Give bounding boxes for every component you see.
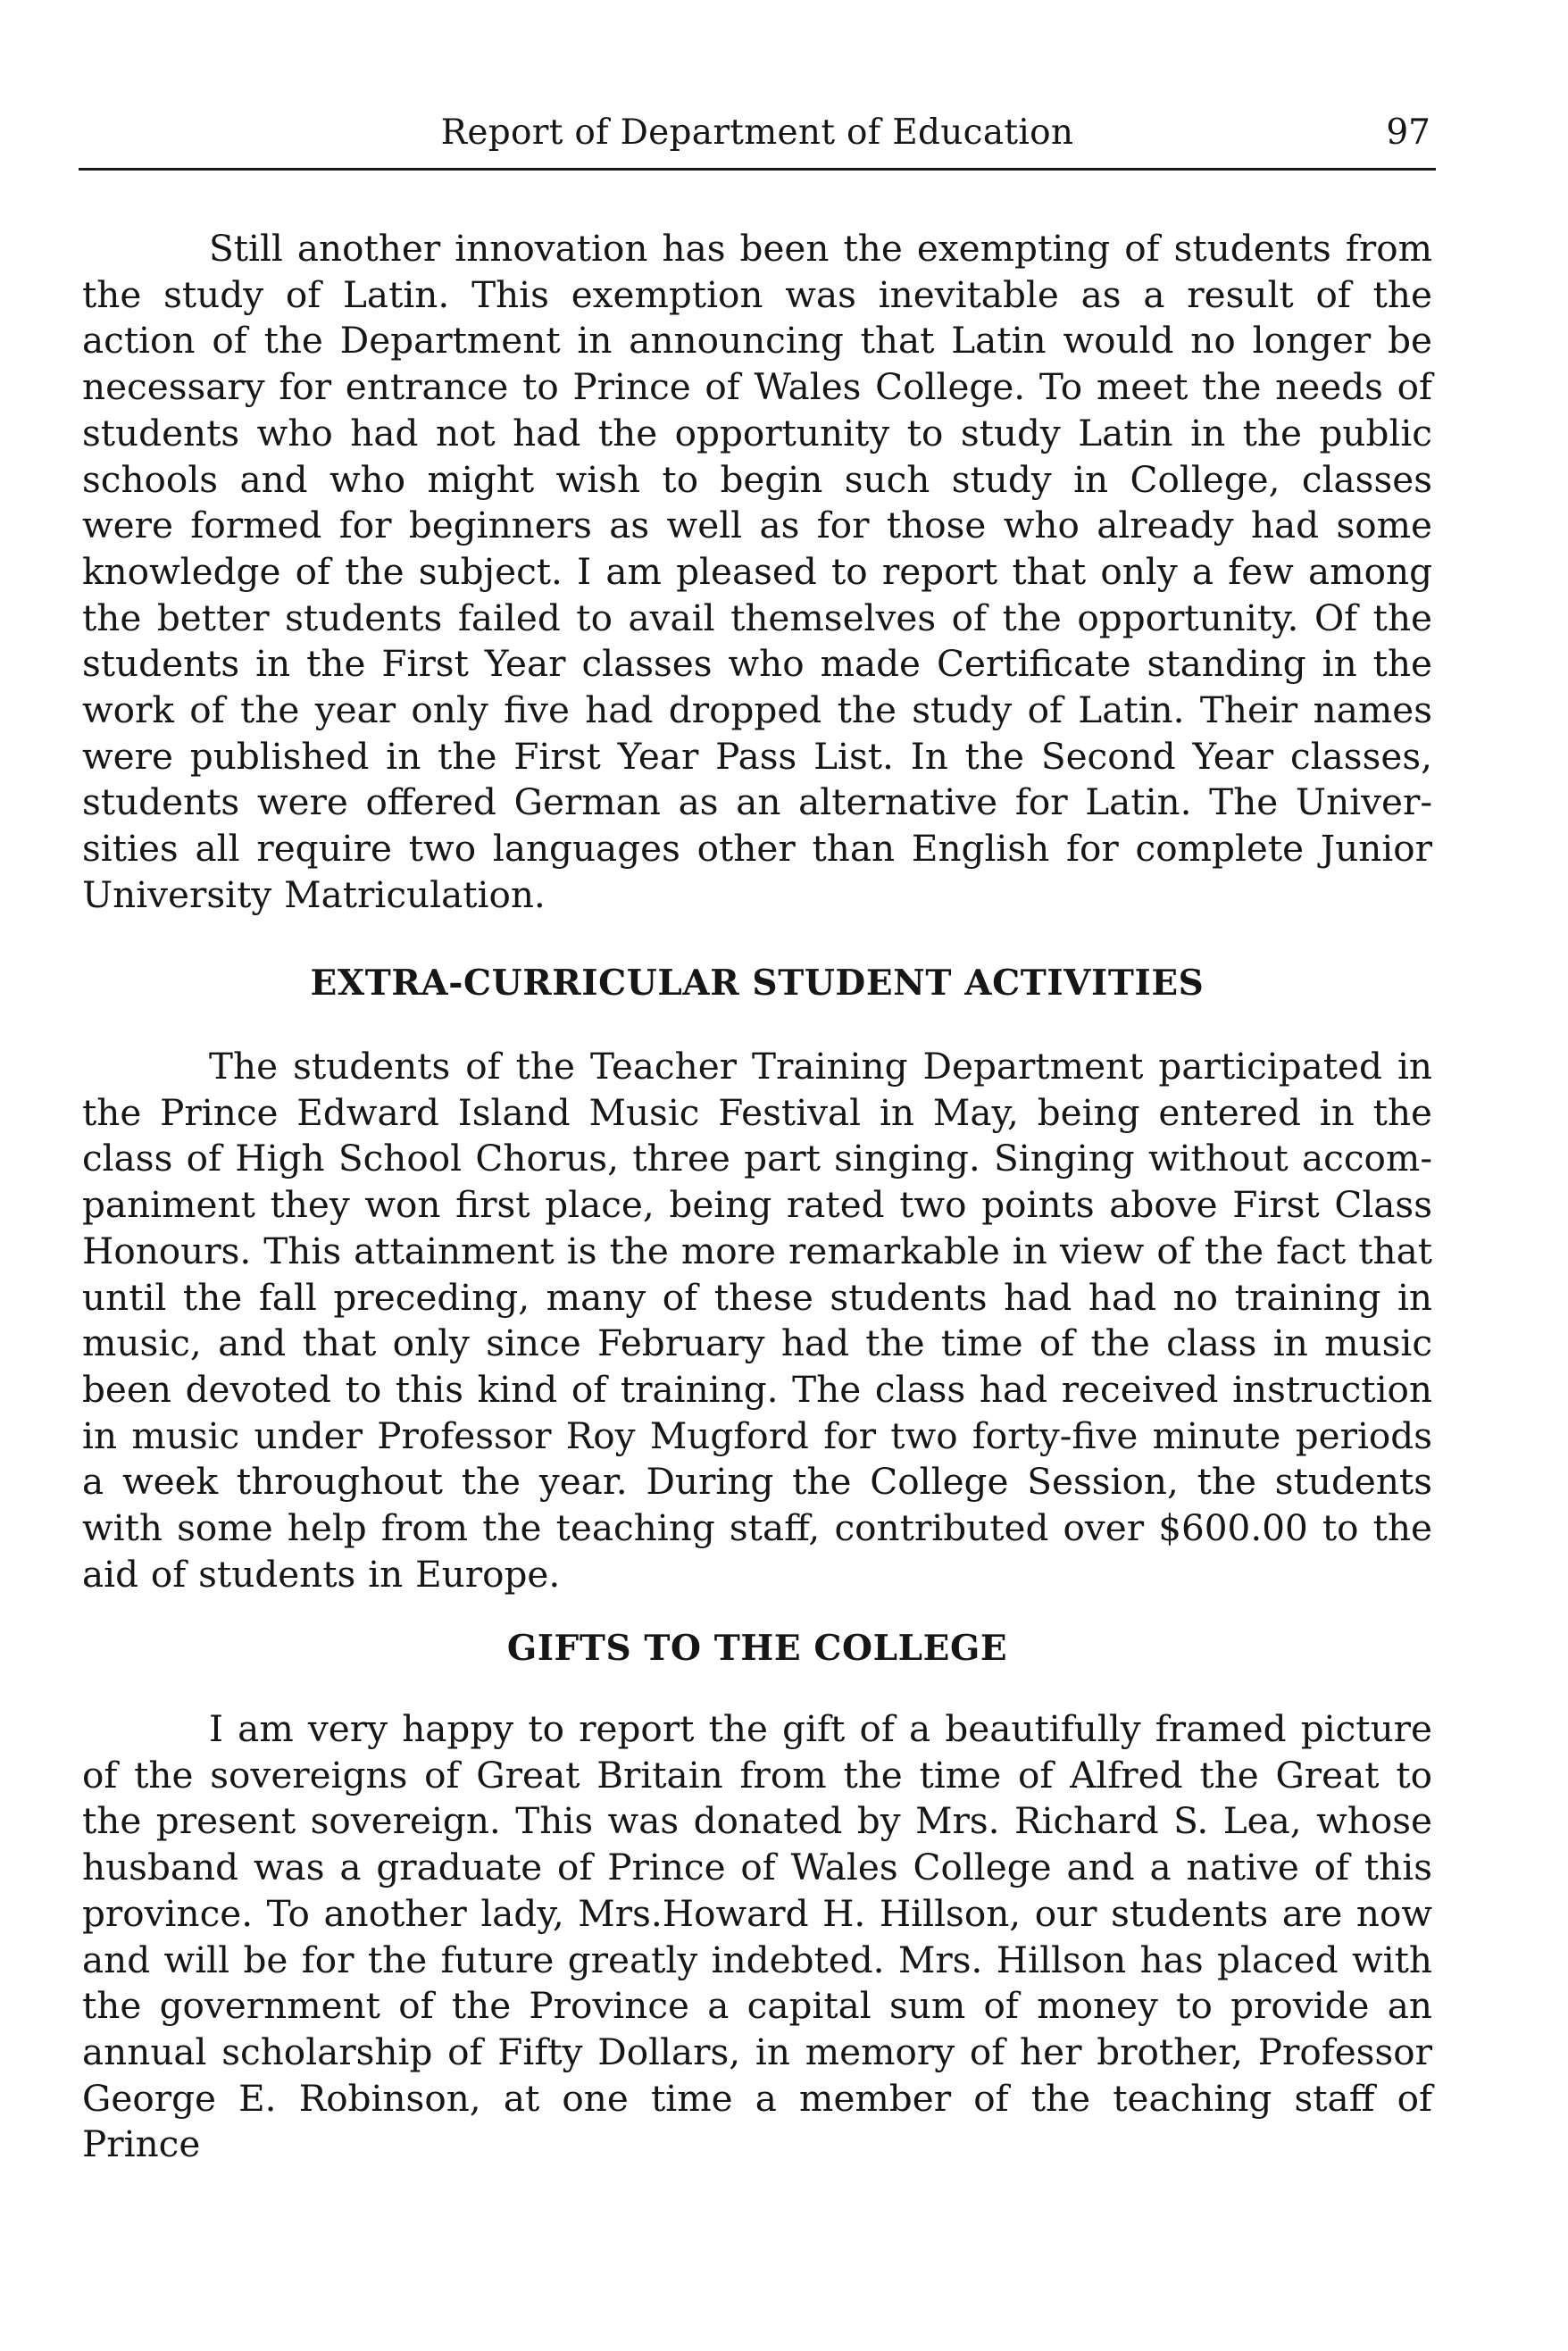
page-number: 97	[1386, 113, 1430, 153]
section-heading-gifts: GIFTS TO THE COLLEGE	[506, 1628, 1008, 1669]
section-heading-extra-curricular: EXTRA-CURRICULAR STUDENT ACTIVITIES	[310, 963, 1205, 1004]
running-header	[79, 109, 1436, 171]
running-title: Report of Department of Education	[440, 113, 1074, 153]
paragraph-student-activities: The students of the Teacher Training Department participated in the Prince Edward Island Music Festival in May, being entered in the class of High School Chorus, three part singing. Singing without accompaniment they won first place, being rated two points above First Class Honours. This attainment is the more remarkable in view of the fact that until the fall preceding, many of these students had had no training in music, and that only since February had the time of the class in music been devoted to this kind of training. The class had received instruction in music under Professor Roy Mugford for two forty-five minute periods a week throughout the year. During the College Session, the students with some help from the teaching staff, contributed over $600.00 to the aid of students in Europe.	[82, 1045, 1432, 1596]
paragraph-latin-exemption: Still another innovation has been the exempting of students from the study of Latin. This exemption was inevitable as a result of the action of the Department in announcing that Latin would no longer be necessary for entrance to Prince of Wales College. To meet the needs of students who had not had the opportunity to study Latin in the public schools and who might wish to begin such study in College, classes were formed for beginners as well as for those who already had some knowledge of the subject. I am pleased to report that only a few among the better students failed to avail themselves of the opportunity. Of the students in the First Year classes who made Certificate standing in the work of the year only five had dropped the study of Latin. Their names were published in the First Year Pass List. In the Second Year classes, students were offered German as an alternative for Latin. The Universities all require two languages other than English for complete Junior University Matriculation.	[82, 227, 1432, 916]
paragraph-gifts: I am very happy to report the gift of a beautifully framed picture of the sovereigns of Great Britain from the time of Alfred the Great to the present sovereign. This was donated by Mrs. Richard S. Lea, whose husband was a graduate of Prince of Wales College and a native of this province. To another lady, Mrs.Howard H. Hillson, our students are now and will be for the future greatly indebted. Mrs. Hillson has placed with the government of the Province a capital sum of money to provide an annual scholarship of Fifty Dollars, in memory of her brother, Professor George E. Robinson, at one time a member of the teaching staff of Prince	[82, 1707, 1432, 2166]
